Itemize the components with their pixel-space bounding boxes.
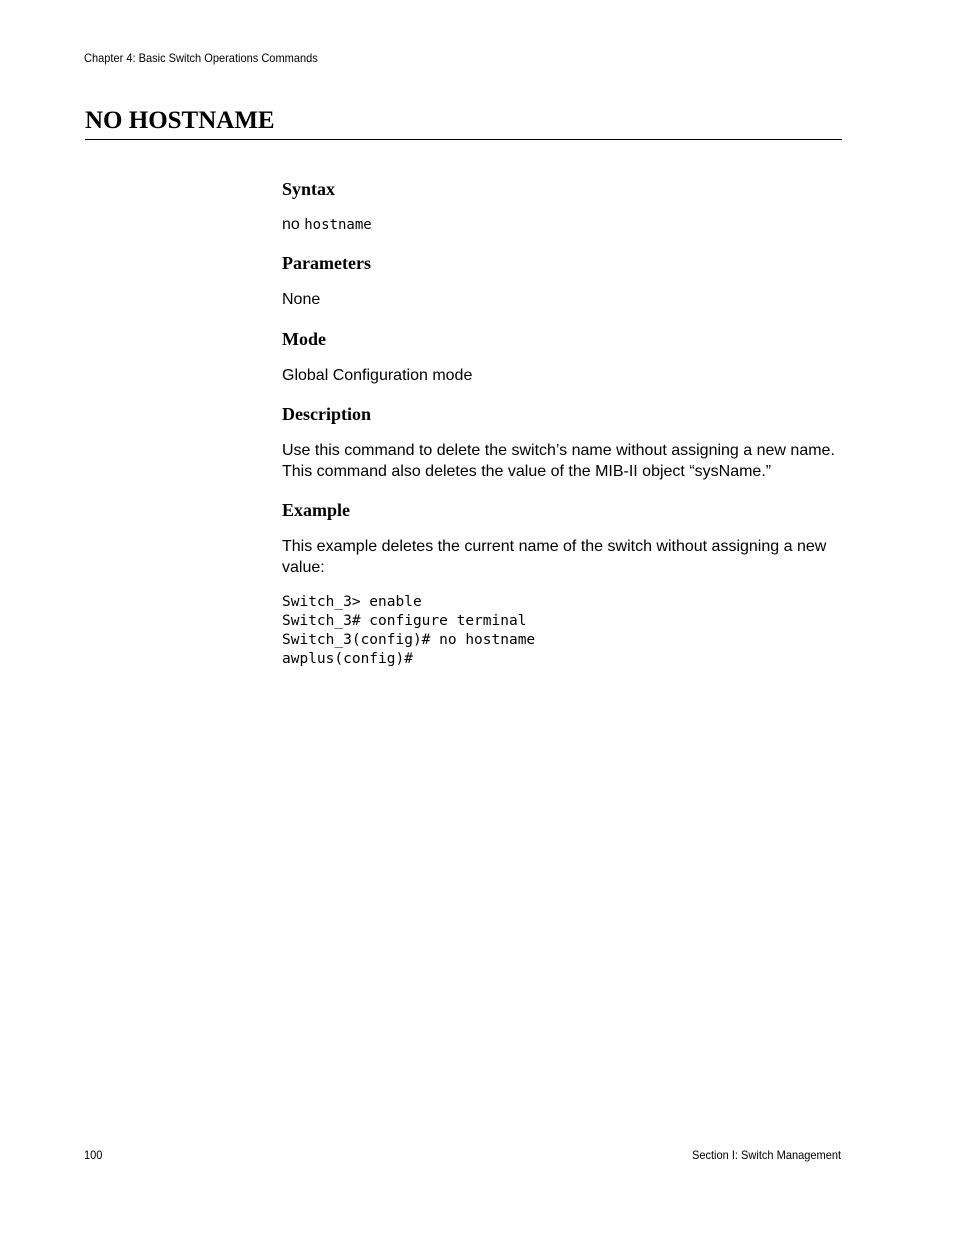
description-text: Use this command to delete the switch’s name without assigning a new name. This command also deletes the value of the MIB-II object “sysName.” (282, 442, 835, 480)
syntax-keyword: no (282, 216, 300, 233)
example-text: This example deletes the current name of the switch without assigning a new value: (282, 538, 827, 576)
page-title: NO HOSTNAME (85, 106, 842, 140)
syntax-line (282, 215, 842, 235)
code-line: Switch_3> enable (282, 594, 422, 610)
parameters-heading: Parameters (282, 253, 371, 273)
mode-text: Global Configuration mode (282, 366, 473, 384)
syntax-heading: Syntax (282, 179, 336, 199)
description-heading: Description (282, 404, 371, 424)
footer-section-title: Section I: Switch Management (691, 1148, 841, 1162)
code-line: Switch_3# configure terminal (282, 613, 527, 629)
code-line: awplus(config)# (282, 651, 413, 667)
parameters-text: None (282, 291, 321, 308)
code-line: Switch_3(config)# no hostname (282, 632, 536, 648)
running-header: Chapter 4: Basic Switch Operations Commands (84, 51, 318, 65)
example-code-block (282, 593, 842, 669)
syntax-argument: hostname (304, 217, 372, 233)
command-reference-body (282, 178, 842, 669)
page-number: 100 (84, 1148, 103, 1162)
example-heading: Example (282, 500, 351, 520)
mode-heading: Mode (282, 328, 326, 349)
